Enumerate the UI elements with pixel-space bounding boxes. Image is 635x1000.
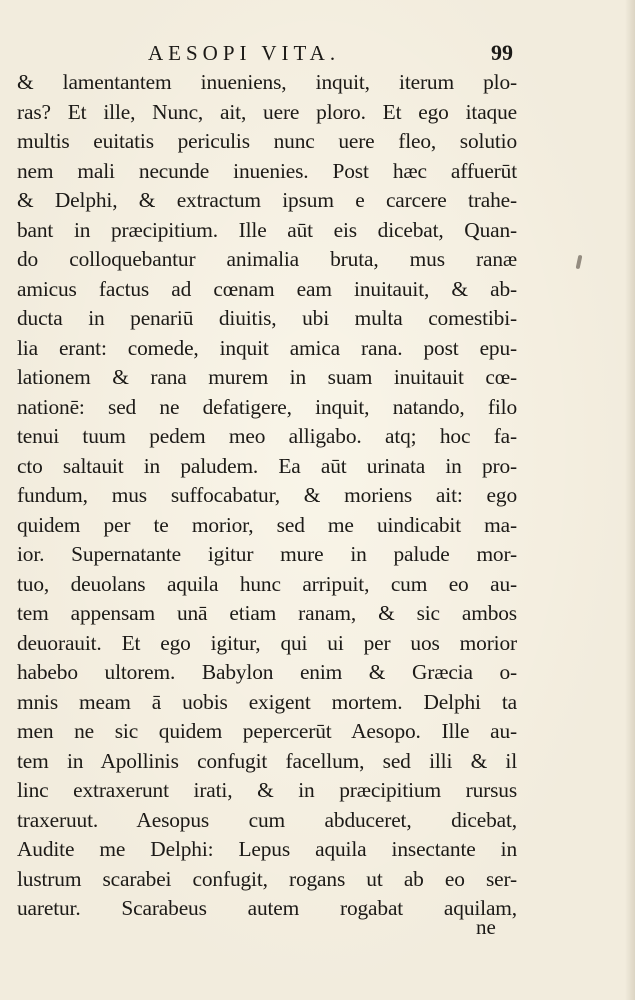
text-line: linc extraxerunt irati, & in præcipitium rursus: [17, 778, 517, 802]
text-line: ras? Et ille, Nunc, ait, uere ploro. Et ego itaque: [17, 99, 517, 124]
text-line: nationē: sed ne defatigere, inquit, natando, filo: [17, 394, 517, 419]
text-line: men ne sic quidem pepercerūt Aesopo. Ille au-: [17, 719, 517, 743]
folio-number: 99: [491, 40, 513, 65]
text-line: uaretur. Scarabeus autem rogabat aquilam,: [17, 896, 517, 920]
text-line: & Delphi, & extractum ipsum e carcere trahe-: [17, 188, 517, 212]
text-line: traxeruut. Aesopus cum abduceret, dicebat,: [17, 807, 517, 832]
page-edge-shadow: [625, 0, 635, 1000]
text-line: fundum, mus suffocabatur, & moriens ait: ego: [17, 483, 517, 507]
text-line: quidem per te morior, sed me uindicabit ma-: [17, 512, 517, 537]
text-line: ducta in penariū diuitis, ubi multa comestibi-: [17, 306, 517, 330]
catchword: ne: [476, 915, 496, 939]
text-line: amicus factus ad cœnam eam inuitauit, & ab-: [17, 276, 517, 301]
running-title: AESOPI VITA.: [148, 41, 341, 65]
text-line: ior. Supernatante igitur mure in palude mor-: [17, 542, 517, 566]
running-head: [0, 38, 635, 68]
margin-ink-mark: [576, 255, 583, 270]
text-line: mnis meam ā uobis exigent mortem. Delphi ta: [17, 689, 517, 714]
text-line: habebo ultorem. Babylon enim & Græcia o-: [17, 660, 517, 684]
text-line: lationem & rana murem in suam inuitauit cœ-: [17, 365, 517, 389]
text-line: cto saltauit in paludem. Ea aūt urinata in pro-: [17, 453, 517, 478]
text-line: & lamentantem inueniens, inquit, iterum plo-: [17, 70, 517, 94]
text-line: lia erant: comede, inquit amica rana. post epu-: [17, 335, 517, 360]
text-line: do colloquebantur animalia bruta, mus ranæ: [17, 247, 517, 271]
text-line: tenui tuum pedem meo alligabo. atq; hoc fa-: [17, 424, 517, 448]
text-line: lustrum scarabei confugit, rogans ut ab eo ser-: [17, 866, 517, 891]
text-line: bant in præcipitium. Ille aūt eis dicebat, Quan-: [17, 217, 517, 242]
text-line: tem in Apollinis confugit facellum, sed illi & il: [17, 748, 517, 773]
text-line: deuorauit. Et ego igitur, qui ui per uos morior: [17, 630, 517, 655]
body-text: [17, 68, 517, 924]
text-line: Audite me Delphi: Lepus aquila insectante in: [17, 837, 517, 861]
text-line: tem appensam unā etiam ranam, & sic ambos: [17, 601, 517, 625]
text-line: nem mali necunde inuenies. Post hæc affuerūt: [17, 158, 517, 183]
text-line: tuo, deuolans aquila hunc arripuit, cum eo au-: [17, 571, 517, 596]
text-line: multis euitatis periculis nunc uere fleo, solutio: [17, 129, 517, 153]
